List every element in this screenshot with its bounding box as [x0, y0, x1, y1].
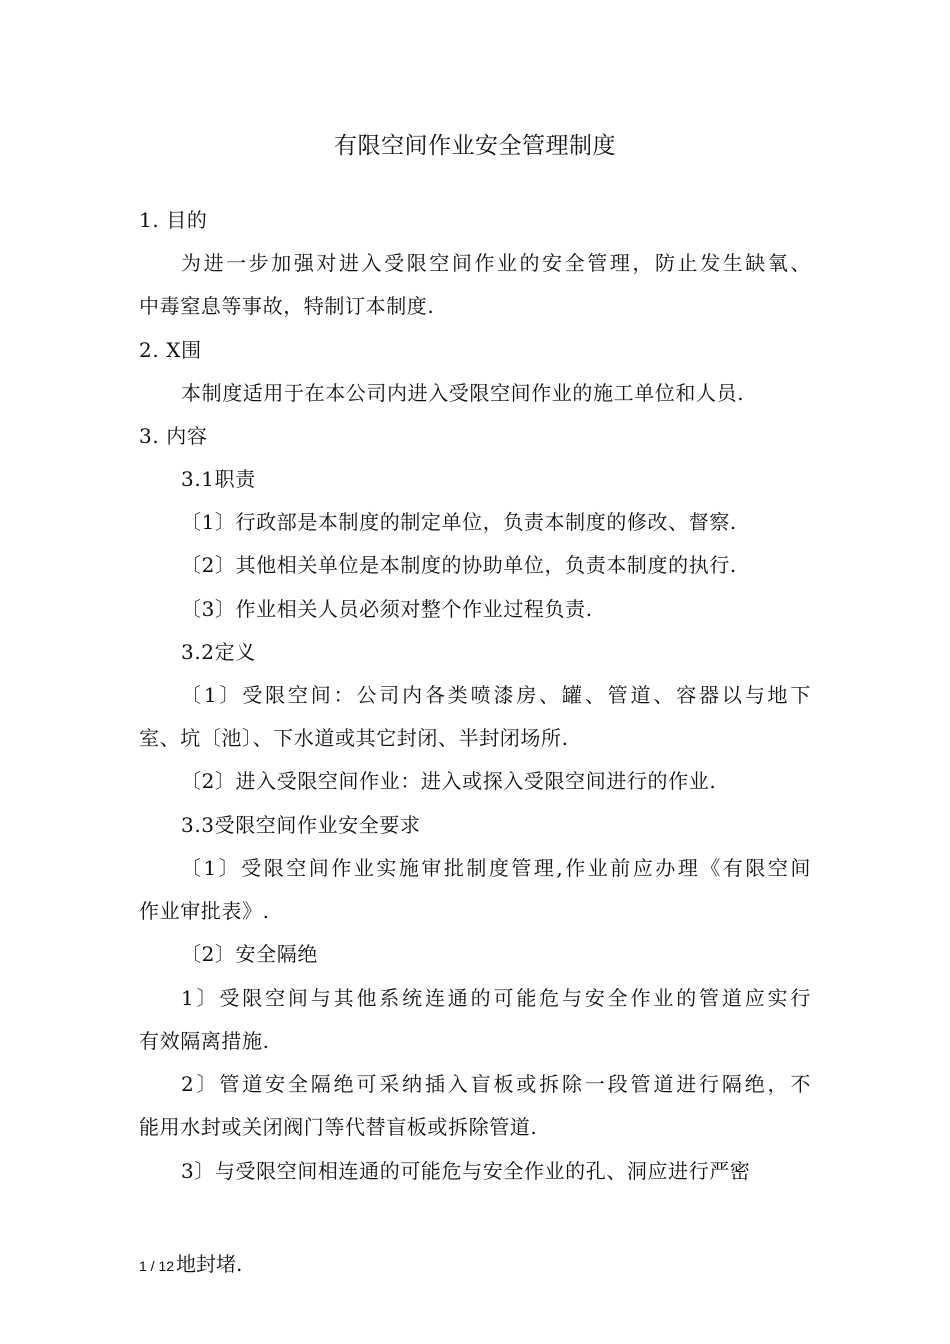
- footer-text: 地封堵.: [176, 1252, 243, 1276]
- paragraph-line: 室、坑〔池〕、下水道或其它封闭、半封闭场所.: [139, 726, 569, 750]
- paragraph-line: 〔2〕安全隔绝: [181, 942, 318, 966]
- paragraph-line: 本制度适用于在本公司内进入受限空间作业的施工单位和人员.: [181, 381, 745, 405]
- document-title: 有限空间作业安全管理制度: [334, 133, 616, 159]
- paragraph-line: 〔1〕受限空间：公司内各类喷漆房、罐、管道、容器以与地下: [181, 683, 811, 707]
- page-footer: [139, 1249, 242, 1281]
- paragraph-line: 有效隔离措施.: [139, 1029, 270, 1053]
- paragraph-line: 〔1〕受限空间作业实施审批制度管理,作业前应办理《有限空间: [181, 856, 811, 880]
- section-heading-purpose: 1. 目的: [139, 208, 208, 232]
- paragraph-line: 能用水封或关闭阀门等代替盲板或拆除管道.: [139, 1115, 538, 1139]
- paragraph-line: 〔2〕其他相关单位是本制度的协助单位，负责本制度的执行.: [181, 553, 737, 577]
- subsection-heading: 3.3受限空间作业安全要求: [181, 813, 421, 837]
- paragraph-line: 作业审批表》.: [139, 899, 270, 923]
- subsection-heading: 3.1职责: [181, 467, 256, 491]
- subsection-heading: 3.2定义: [181, 640, 256, 664]
- paragraph-line: 〔2〕进入受限空间作业：进入或探入受限空间进行的作业.: [181, 769, 717, 793]
- page-number: 1 / 12: [139, 1258, 175, 1274]
- paragraph-line: 1〕受限空间与其他系统连通的可能危与安全作业的管道应实行: [181, 986, 811, 1010]
- section-heading-content: 3. 内容: [139, 424, 208, 448]
- paragraph-line: 中毒窒息等事故，特制订本制度.: [139, 294, 435, 318]
- paragraph-line: 〔1〕行政部是本制度的制定单位，负责本制度的修改、督察.: [181, 510, 737, 534]
- paragraph-line: 3〕与受限空间相连通的可能危与安全作业的孔、洞应进行严密: [181, 1159, 751, 1183]
- section-heading-scope: 2. X围: [139, 338, 202, 362]
- paragraph-line: 〔3〕作业相关人员必须对整个作业过程负责.: [181, 597, 593, 621]
- paragraph-line: 2〕管道安全隔绝可采纳插入盲板或拆除一段管道进行隔绝，不: [181, 1072, 811, 1096]
- paragraph-line: 为进一步加强对进入受限空间作业的安全管理，防止发生缺氧、: [181, 251, 811, 275]
